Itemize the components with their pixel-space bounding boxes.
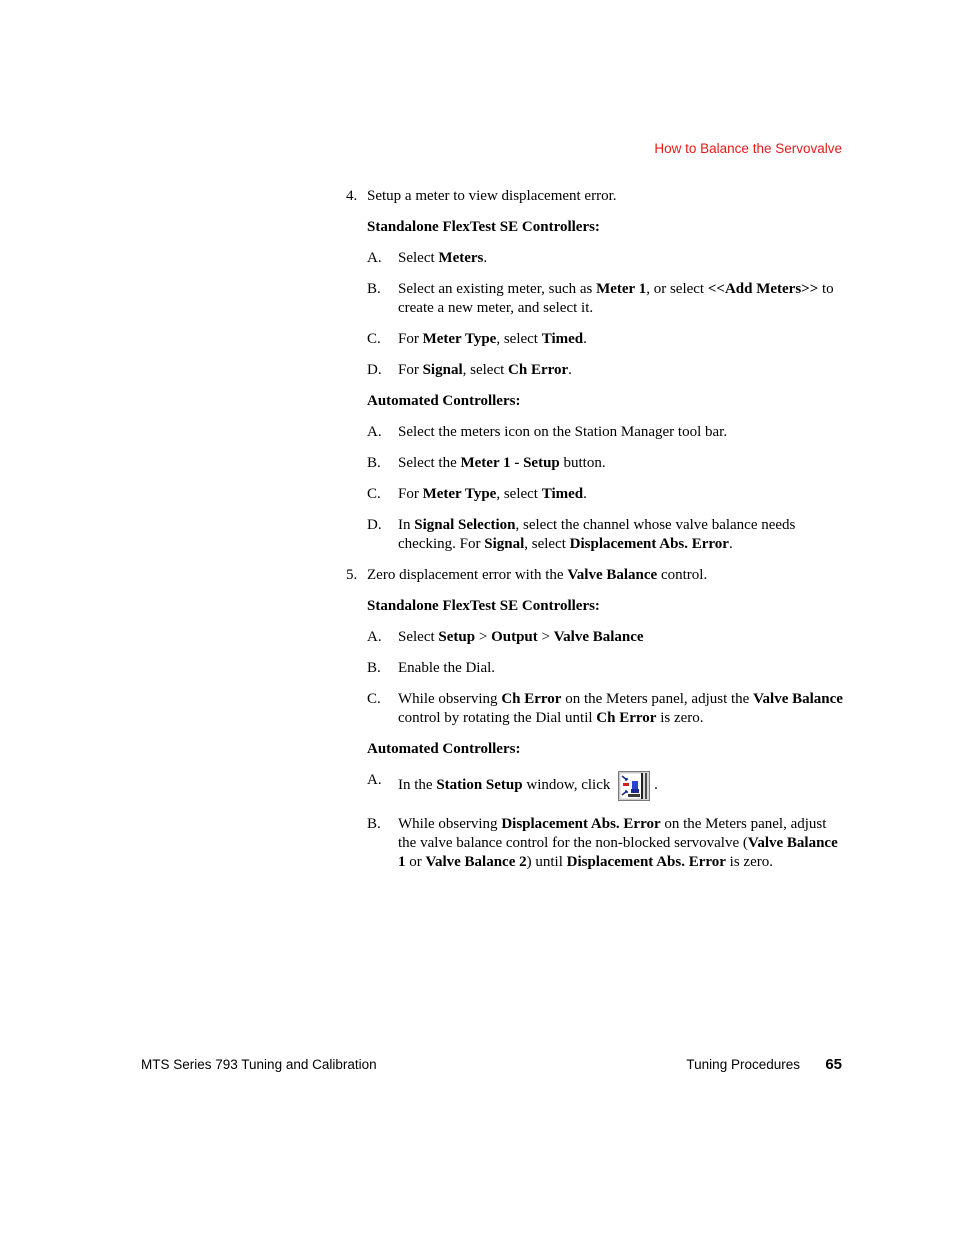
step-number: 5.: [346, 567, 358, 583]
section-heading-automated: Automated Controllers:: [367, 741, 521, 757]
step-4: [346, 187, 846, 206]
footer-chapter-title: Tuning Procedures: [686, 1057, 800, 1072]
substep-4-automated-c: C. For Meter Type, select Timed.: [367, 486, 587, 502]
substep-5-automated-a: A. In the Station Setup window, click .: [346, 771, 846, 801]
valve-balance-icon[interactable]: [618, 771, 650, 801]
substep-4-standalone-c: C. For Meter Type, select Timed.: [367, 331, 587, 347]
substep-5-automated-b: B. While observing Displacement Abs. Error on the Meters panel, adjust the valve balance control for the non-blocked servovalve (Valve Balance 1 or Valve Balance 2) until Displacement Abs. Error is zero.: [367, 816, 838, 870]
step-number: 4.: [346, 188, 358, 204]
step-5: 5. Zero displacement error with the Valve Balance control.: [346, 567, 708, 583]
substep-5-standalone-a: A. Select Setup > Output > Valve Balance: [367, 629, 644, 645]
substep-4-automated-a: A. Select the meters icon on the Station Manager tool bar.: [367, 424, 728, 440]
page-number: 65: [825, 1056, 842, 1073]
section-heading-automated: Automated Controllers:: [367, 393, 521, 409]
substep-4-standalone-a: A. Select Meters.: [367, 250, 488, 266]
section-heading-standalone: Standalone FlexTest SE Controllers:: [367, 219, 600, 235]
substep-4-standalone-b: B. Select an existing meter, such as Meter 1, or select <<Add Meters>> to create a new meter, and select it.: [367, 281, 834, 316]
running-head: How to Balance the Servovalve: [654, 141, 842, 156]
substep-5-standalone-c: C. While observing Ch Error on the Meters panel, adjust the Valve Balance control by rotating the Dial until Ch Error is zero.: [367, 691, 843, 726]
footer-document-title: MTS Series 793 Tuning and Calibration: [141, 1057, 377, 1072]
substep-4-automated-b: B. Select the Meter 1 - Setup button.: [367, 455, 606, 471]
substep-4-automated-d: D. In Signal Selection, select the channel whose valve balance needs checking. For Signal, select Displacement Abs. Error.: [367, 517, 796, 552]
section-heading-standalone: Standalone FlexTest SE Controllers:: [367, 598, 600, 614]
substep-5-standalone-b: B. Enable the Dial.: [367, 660, 496, 676]
step-text: Setup a meter to view displacement error.: [367, 188, 617, 204]
procedure-content: [346, 187, 846, 884]
substep-4-standalone-d: D. For Signal, select Ch Error.: [367, 362, 572, 378]
